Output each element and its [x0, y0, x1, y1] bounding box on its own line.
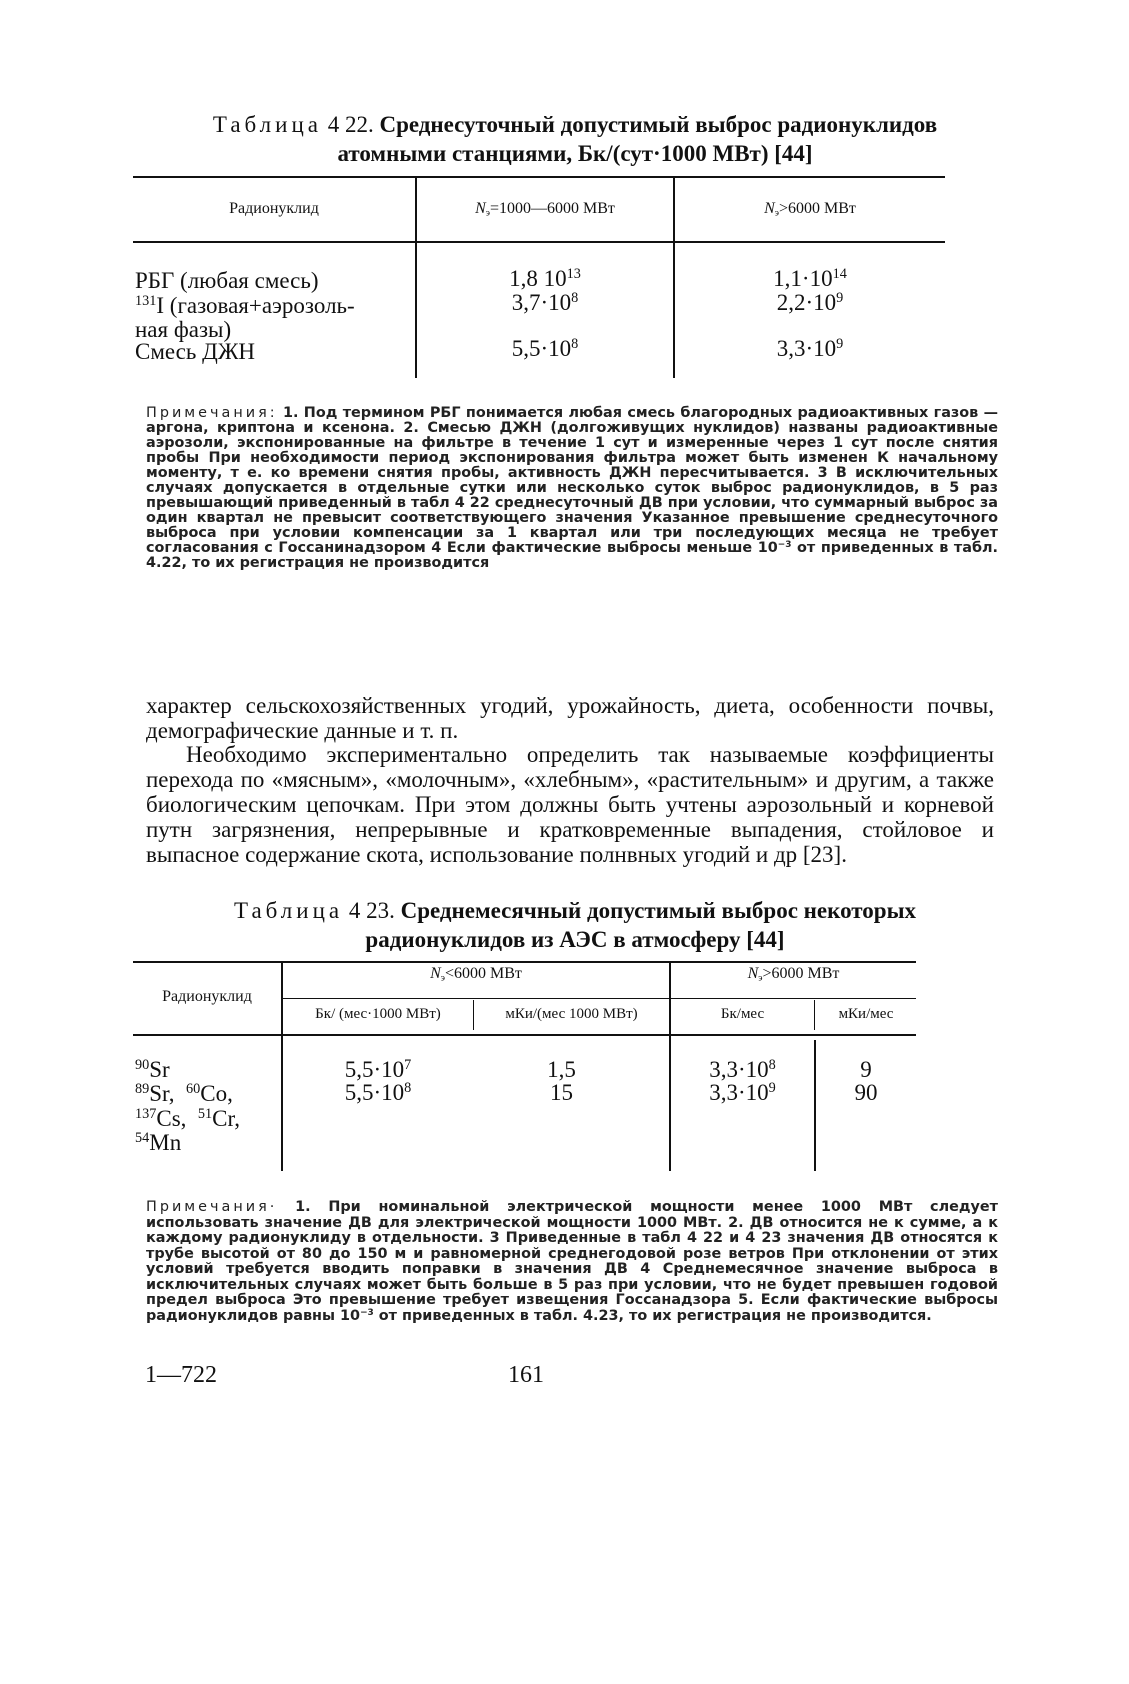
table-22-row-1-value-2-mant: 1,1·10: [773, 266, 833, 291]
table-23-header-group-1-sym: N: [430, 965, 441, 982]
table-22-header-col1-sym: N: [475, 200, 486, 217]
table-23-row-2-value-1-exp: 8: [404, 1080, 412, 1097]
table-23-caption-line2: радионуклидов из АЭС в атмосферу [44]: [365, 927, 785, 952]
table-23-nuclide-row-2b: [135, 1106, 240, 1132]
table-22-row-2-name: [135, 293, 413, 319]
table-23-nuclide-cr51-sup: 51: [197, 1106, 213, 1123]
table-23-vline-header-4: [814, 1000, 815, 1030]
table-23-header-group-2-sub: э: [758, 972, 763, 984]
table-22-notes-power-base: 10: [757, 540, 778, 556]
table-22-header-col2-sub: э: [774, 207, 779, 219]
table-23-header-group-2-rest: >6000 МВт: [762, 965, 840, 982]
table-22-row-3-value-2-mant: 3,3·10: [776, 336, 837, 361]
table-22-caption-word: Таблица: [212, 112, 322, 137]
table-22-row-2-value-2-mant: 2,2·10: [776, 290, 837, 315]
table-22-row-2-value-2-exp: 9: [836, 290, 844, 307]
table-23-nuclide-sr90: [135, 1057, 170, 1083]
table-23-header-group-1-sub: э: [440, 972, 445, 984]
body-paragraph-1: характер сельскохозяйственных угодий, урожайность, диета, особенности почвы, демографические данные и т. п.: [146, 693, 994, 743]
table-23-header-nuclide: Радионуклид: [162, 988, 252, 1005]
table-22-row-2-value-1-exp: 8: [571, 290, 579, 307]
table-23-caption-word: Таблица: [233, 898, 344, 923]
table-23-nuclide-mn54-sup: 54: [135, 1130, 150, 1147]
table-22-header-col1: [417, 200, 673, 218]
table-22-header-rule: [133, 241, 945, 243]
table-23-notes-text: 1. При номинальной электрической мощности менее 1000 МВт следует использовать значение ДВ для электрической мощности 1000 МВт. 2. ДВ относится не к сумме, а к каждому радионуклиду в отдельности. 3 Приведенные в табл 4 22 и 4 23 значения ДВ относятся к трубе высотой от 80 до 150 м и равномерной среднегодовой розе ветров При отклонении от этих условий требуется вводить поправки в значения ДВ 4 Среднемесячное значение выброса в исключительных случаях может быть больше в 5 раз при условии, что не будет превышен годовой предел выброса Это превышение требует извещения Госсанадзора 5. Если фактические выбросы радионуклидов равны: [146, 1199, 998, 1324]
table-22-caption-line2: атомными станциями, Бк/(сут·1000 МВт) [44]: [337, 141, 813, 166]
table-22-header-nuclide: Радионуклид: [229, 200, 319, 217]
table-22-row-2-name-text: I (газовая+аэрозоль-: [156, 293, 355, 318]
table-23-row-1-value-2: 1,5: [547, 1057, 576, 1082]
table-23-nuclide-cs137-sup: 137: [135, 1106, 157, 1123]
table-22-row-3-value-1: [417, 336, 673, 362]
table-23-row-2-value-1-mant: 5,5·10: [344, 1080, 405, 1105]
table-22-row-1-value-1: [417, 266, 673, 292]
table-22-row-3-value-1-exp: 8: [571, 336, 579, 353]
table-23-nuclide-mn54-symbol: Mn: [149, 1130, 182, 1155]
table-23-nuclide-row-2c: [135, 1130, 181, 1156]
table-22-header-col1-rest: =1000—6000 МВт: [490, 200, 615, 217]
table-22-header-col2: [675, 200, 945, 218]
table-23-row-1-value-1-exp: 7: [404, 1057, 412, 1074]
table-23-header-sub-1: Бк/ (мес·1000 МВт): [315, 1006, 441, 1022]
table-23-notes-label: Примечания·: [146, 1199, 278, 1215]
table-23-notes-power-base: 10: [340, 1307, 361, 1324]
table-23-nuclide-co60-sup: 60: [186, 1081, 201, 1098]
table-23-header-sub-3: Бк/мес: [720, 1006, 765, 1022]
table-22-row-1-value-1-mant: 1,8 10: [509, 266, 567, 291]
footer-signature: 1—722: [145, 1362, 217, 1388]
table-22-notes-label: Примечания:: [146, 405, 278, 421]
table-22-header-col1-sub: э: [485, 207, 490, 219]
table-22-notes-power-exp: −3: [777, 540, 792, 551]
table-22-header-col2-rest: >6000 МВт: [779, 200, 856, 217]
table-23-header-group-2: [671, 965, 916, 983]
body-paragraph-2: Необходимо экспериментально определить так называемые коэффициенты перехода по «мясным», «молочным», «хлебным», «растительным» и другим, а также биологическим цепочкам. При этом должны быть учтены аэрозольный и корневой путн загрязнения, непрерывные и кратковременные выпадения, стойловое и выпасное содержание скота, использование полнвных угодий и др [23].: [146, 742, 994, 867]
table-23-header-group-1: [283, 965, 669, 983]
table-23-notes-power: [340, 1308, 374, 1324]
table-23-caption: [140, 896, 1010, 954]
table-23-caption-line1: Среднемесячный допустимый выброс некоторых: [400, 898, 917, 923]
table-22-notes-text: 1. Под термином РБГ понимается любая смесь благородных радиоактивных газов — аргона, криптона и ксенона. 2. Смесью ДЖН (долгоживущих нуклидов) названы радиоактивные аэрозоли, экспонированные на фильтре в течение 1 сут и измеренные через 1 сут после снятия пробы При необходимости период экспонирования фильтра может быть изменен К начальному моменту, т е. ко времени снятия пробы, активность ДЖН пересчитывается. 3 В исключительных случаях допускается в отдельные сутки или несколько суток выброс радионуклидов, в 5 раз превышающий приведенный в табл 4 22 среднесуточный ДВ при условии, что суммарный выброс за один квартал не превысит соответствующего значения Указанное превышение среднесуточного выброса при условии компенсации за 1 квартал или три последующих месяца не требует согласования с Госсанинадзором 4 Если фактические выбросы меньше: [146, 405, 998, 556]
table-23-nuclide-cs137-symbol: Cs,: [156, 1106, 187, 1131]
table-23-header-sub-2: мКи/(мес 1000 МВт): [505, 1006, 638, 1022]
table-22-row-1-value-2: [675, 266, 945, 292]
table-23-nuclide-row-2a: [135, 1081, 233, 1107]
table-23-subheader-rule: [281, 998, 916, 999]
page-number: 161: [508, 1362, 544, 1388]
table-22-row-2-value-1-mant: 3,7·10: [511, 290, 572, 315]
table-23-row-1-value-4: 9: [860, 1057, 872, 1082]
table-22-row-2-name-cont: ная фазы): [135, 317, 232, 342]
table-23-nuclide-sr89-symbol: Sr,: [149, 1081, 175, 1106]
table-23-header-sub-4: мКи/мес: [838, 1006, 894, 1022]
table-23-row-2-value-3-exp: 9: [768, 1080, 776, 1097]
table-22-row-2-name-sup: 131: [135, 293, 157, 310]
table-22-header-col2-sym: N: [764, 200, 775, 217]
table-23-row-2-value-3: [671, 1080, 814, 1106]
table-22-notes-power: [758, 540, 792, 556]
table-22-row-3-name: Смесь ДЖН: [135, 339, 256, 364]
table-23-row-2-value-3-mant: 3,3·10: [709, 1080, 769, 1105]
table-22-row-2-value-2: [675, 290, 945, 316]
table-23-nuclide-sr89-sup: 89: [135, 1081, 150, 1098]
table-22-row-3-value-1-mant: 5,5·10: [511, 336, 572, 361]
table-22-row-3-value-2-exp: 9: [836, 336, 844, 353]
table-23-row-1-value-1-mant: 5,5·10: [344, 1057, 405, 1082]
table-23-row-2-value-1: [283, 1080, 473, 1106]
table-22-row-1-value-1-exp: 13: [566, 266, 581, 283]
table-22-row-1-name: РБГ (любая смесь): [135, 268, 319, 293]
table-22-row-2-value-1: [417, 290, 673, 316]
table-22-notes: [146, 406, 998, 571]
table-22-notes-tail: от приведенных в табл. 4.22, то их регистрация не производится: [146, 540, 998, 571]
table-23-notes-power-exp: −3: [360, 1307, 374, 1318]
table-22-top-rule: [133, 176, 945, 178]
table-22-caption-line1: Среднесуточный допустимый выброс радионуклидов: [379, 112, 938, 137]
table-23-nuclide-sr90-sup: 90: [135, 1057, 150, 1074]
table-23-nuclide-cr51-symbol: Cr,: [212, 1106, 241, 1131]
table-23-caption-number: 4 23.: [348, 898, 395, 923]
table-23-nuclide-co60-symbol: Co,: [200, 1081, 233, 1106]
table-23-notes-tail: от приведенных в табл. 4.23, то их регистрация не производится.: [378, 1307, 932, 1324]
table-23-header-group-2-sym: N: [747, 965, 759, 982]
table-23-notes: [146, 1200, 998, 1324]
table-23-header-rule: [133, 1034, 916, 1036]
table-22-row-3-value-2: [675, 336, 945, 362]
table-23-nuclide-sr90-symbol: Sr: [149, 1057, 170, 1082]
table-23-row-2-value-4: 90: [854, 1080, 878, 1105]
table-23-top-rule: [133, 961, 916, 963]
table-23-row-2-value-2: 15: [550, 1080, 573, 1105]
table-22-caption: [140, 110, 1010, 168]
table-22-row-1-value-2-exp: 14: [832, 266, 847, 283]
table-22-caption-number: 4 22.: [327, 112, 374, 137]
table-23-header-group-1-rest: <6000 МВт: [445, 965, 522, 982]
table-23-row-1-value-3-mant: 3,3·10: [709, 1057, 769, 1082]
table-23-row-1-value-3-exp: 8: [768, 1057, 776, 1074]
